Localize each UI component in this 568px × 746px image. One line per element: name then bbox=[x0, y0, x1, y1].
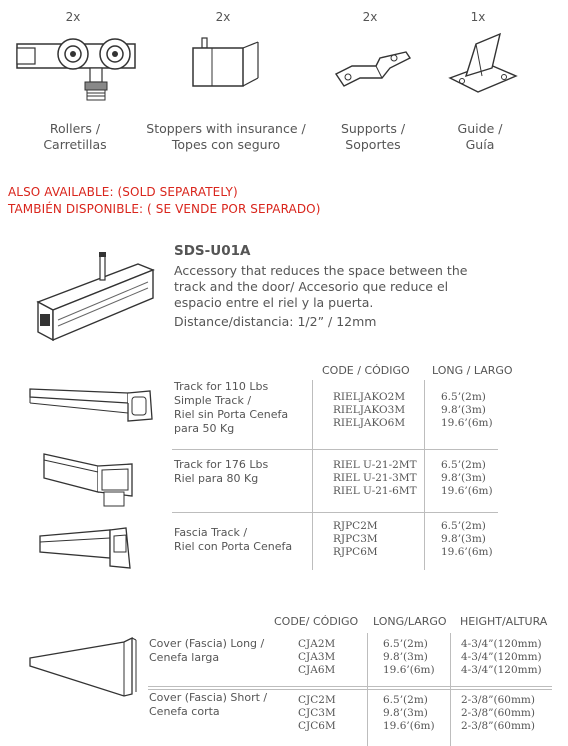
height-cell: 4-3/4”(120mm) bbox=[461, 638, 542, 650]
covers-code-header: CODE/ CÓDIGO bbox=[274, 615, 359, 628]
guide-icon bbox=[448, 32, 518, 97]
rollers-qty: 2x bbox=[65, 10, 81, 24]
covers-height-header: HEIGHT/ALTURA bbox=[460, 615, 548, 628]
length-cell: 19.6’(6m) bbox=[441, 546, 493, 558]
track-row-2-lengths bbox=[441, 459, 493, 498]
code-cell: RIEL U-21-2MT bbox=[333, 459, 417, 471]
heavy-track-illustration bbox=[40, 448, 140, 510]
stopper-icon bbox=[190, 38, 260, 98]
cover-row-1-desc-line: Cover (Fascia) Long / bbox=[149, 637, 265, 650]
accessory-description bbox=[174, 263, 474, 311]
track-row-2-desc bbox=[174, 458, 268, 486]
supports-label-es: Soportes bbox=[345, 137, 401, 152]
also-available-es: TAMBIÉN DISPONIBLE: ( SE VENDE POR SEPARADO) bbox=[8, 202, 321, 216]
code-cell: RIELJAKO2M bbox=[333, 391, 406, 403]
supports-label-en: Supports / bbox=[340, 121, 406, 136]
simple-track-illustration bbox=[28, 383, 158, 433]
stoppers-label-en: Stoppers with insurance / bbox=[146, 121, 306, 136]
cover-row-2-desc bbox=[149, 691, 267, 719]
length-cell: 9.8’(3m) bbox=[441, 404, 486, 416]
guide-label bbox=[430, 121, 530, 153]
rollers-label-es: Carretillas bbox=[43, 137, 107, 152]
cover-row-2-heights bbox=[461, 694, 535, 733]
length-cell: 6.5’(2m) bbox=[441, 520, 486, 532]
length-cell: 9.8’(3m) bbox=[383, 707, 428, 719]
track-row-1-desc-line: Track for 110 Lbs bbox=[174, 380, 269, 393]
supports-label bbox=[320, 121, 426, 153]
cover-row-1-codes bbox=[298, 638, 335, 677]
cover-row-2-codes bbox=[298, 694, 336, 733]
code-cell: RIEL U-21-3MT bbox=[333, 472, 417, 484]
also-available-en: ALSO AVAILABLE: (SOLD SEPARATELY) bbox=[8, 185, 238, 199]
code-cell: CJA3M bbox=[298, 651, 336, 663]
code-cell: RIELJAKO6M bbox=[333, 417, 406, 429]
length-cell: 6.5’(2m) bbox=[383, 694, 428, 706]
tracks-code-header: CODE / CÓDIGO bbox=[322, 364, 410, 377]
length-cell: 9.8’(3m) bbox=[441, 472, 486, 484]
track-row-3-desc-line: Riel con Porta Cenefa bbox=[174, 540, 293, 553]
height-cell: 2-3/8”(60mm) bbox=[461, 720, 535, 732]
accessory-model: SDS-U01A bbox=[174, 243, 251, 259]
accessory-distance: Distance/distancia: 1/2” / 12mm bbox=[174, 314, 377, 329]
accessory-desc-line-3: espacio entre el riel y la puerta. bbox=[174, 295, 374, 310]
track-row-3-codes bbox=[333, 520, 378, 559]
track-row-1-desc-line: para 50 Kg bbox=[174, 422, 235, 435]
height-cell: 4-3/4”(120mm) bbox=[461, 664, 542, 676]
tracks-long-header: LONG / LARGO bbox=[432, 364, 513, 377]
track-row-3-lengths bbox=[441, 520, 493, 559]
track-row-1-desc-line: Riel sin Porta Cenefa bbox=[174, 408, 289, 421]
code-cell: RJPC6M bbox=[333, 546, 378, 558]
cover-row-2-lengths bbox=[383, 694, 435, 733]
length-cell: 19.6’(6m) bbox=[441, 417, 493, 429]
guide-label-es: Guía bbox=[465, 137, 495, 152]
covers-long-header: LONG/LARGO bbox=[373, 615, 447, 628]
code-cell: CJC2M bbox=[298, 694, 336, 706]
stoppers-label bbox=[140, 121, 312, 153]
tracks-row-divider-2 bbox=[172, 512, 498, 513]
track-row-2-desc-line: Riel para 80 Kg bbox=[174, 472, 259, 485]
tracks-divider-left bbox=[312, 380, 313, 570]
track-row-3-desc bbox=[174, 526, 292, 554]
length-cell: 19.6’(6m) bbox=[383, 664, 435, 676]
height-cell: 2-3/8”(60mm) bbox=[461, 694, 535, 706]
track-row-1-codes bbox=[333, 391, 405, 430]
supports-qty: 2x bbox=[362, 10, 378, 24]
code-cell: CJC6M bbox=[298, 720, 336, 732]
track-row-2-desc-line: Track for 176 Lbs bbox=[174, 458, 269, 471]
track-row-2-codes bbox=[333, 459, 417, 498]
track-row-3-desc-line: Fascia Track / bbox=[174, 526, 248, 539]
rollers-label-en: Rollers / bbox=[49, 121, 101, 136]
tracks-divider-right bbox=[424, 380, 425, 570]
cover-row-2-desc-line: Cenefa corta bbox=[149, 705, 220, 718]
height-cell: 4-3/4”(120mm) bbox=[461, 651, 542, 663]
covers-row-divider bbox=[148, 686, 552, 687]
support-icon bbox=[332, 48, 412, 93]
track-row-1-desc-line: Simple Track / bbox=[174, 394, 252, 407]
stoppers-label-es: Topes con seguro bbox=[171, 137, 281, 152]
length-cell: 9.8’(3m) bbox=[383, 651, 428, 663]
cover-row-1-lengths bbox=[383, 638, 435, 677]
length-cell: 6.5’(2m) bbox=[441, 459, 486, 471]
code-cell: RJPC3M bbox=[333, 533, 378, 545]
length-cell: 19.6’(6m) bbox=[383, 720, 435, 732]
rollers-label bbox=[20, 121, 130, 153]
cover-row-1-desc bbox=[149, 637, 264, 665]
code-cell: RJPC2M bbox=[333, 520, 378, 532]
code-cell: RIELJAKO3M bbox=[333, 404, 406, 416]
length-cell: 19.6’(6m) bbox=[441, 485, 493, 497]
accessory-illustration bbox=[28, 252, 158, 342]
covers-row-divider-2 bbox=[148, 689, 552, 690]
length-cell: 9.8’(3m) bbox=[441, 533, 486, 545]
fascia-track-illustration bbox=[36, 522, 136, 572]
rollers-icon bbox=[15, 36, 140, 106]
accessory-desc-line-2: track and the door/ Accesorio que reduce el bbox=[174, 279, 449, 294]
cover-row-1-desc-line: Cenefa larga bbox=[149, 651, 220, 664]
code-cell: CJC3M bbox=[298, 707, 336, 719]
track-row-1-desc bbox=[174, 380, 288, 436]
code-cell: RIEL U-21-6MT bbox=[333, 485, 417, 497]
stoppers-qty: 2x bbox=[215, 10, 231, 24]
cover-row-2-desc-line: Cover (Fascia) Short / bbox=[149, 691, 268, 704]
guide-qty: 1x bbox=[470, 10, 486, 24]
guide-label-en: Guide / bbox=[457, 121, 503, 136]
cover-row-1-heights bbox=[461, 638, 542, 677]
length-cell: 6.5’(2m) bbox=[383, 638, 428, 650]
track-row-1-lengths bbox=[441, 391, 493, 430]
cover-fascia-illustration bbox=[28, 636, 143, 698]
accessory-desc-line-1: Accessory that reduces the space between the bbox=[174, 263, 468, 278]
code-cell: CJA2M bbox=[298, 638, 336, 650]
tracks-row-divider-1 bbox=[172, 449, 498, 450]
height-cell: 2-3/8”(60mm) bbox=[461, 707, 535, 719]
length-cell: 6.5’(2m) bbox=[441, 391, 486, 403]
code-cell: CJA6M bbox=[298, 664, 336, 676]
